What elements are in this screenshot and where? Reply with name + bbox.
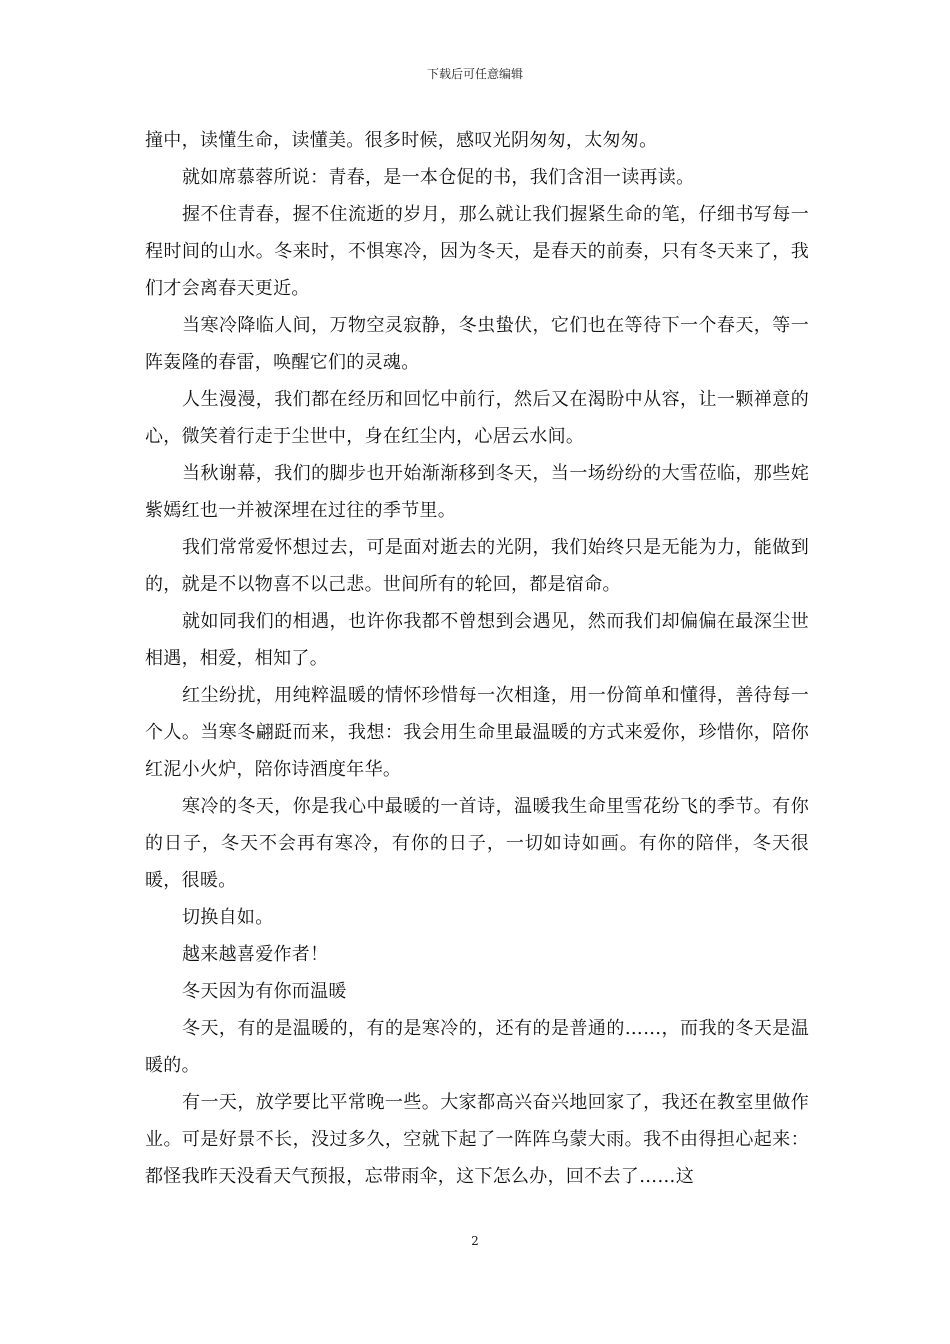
paragraph: 红尘纷扰，用纯粹温暖的情怀珍惜每一次相逢，用一份简单和懂得，善待每一个人。当寒冬翩跹而来，我想：我会用生命里最温暖的方式来爱你，珍惜你，陪你红泥小火炉，陪你诗酒度年华。 [145, 685, 809, 780]
document-body [145, 122, 809, 1195]
paragraph: 当寒冷降临人间，万物空灵寂静，冬虫蛰伏，它们也在等待下一个春天，等一阵轰隆的春雷，唤醒它们的灵魂。 [145, 315, 809, 373]
paragraph: 越来越喜爱作者！ [182, 944, 329, 965]
paragraph: 人生漫漫，我们都在经历和回忆中前行，然后又在渴盼中从容，让一颗禅意的心，微笑着行走于尘世中，身在红尘内，心居云水间。 [145, 389, 809, 447]
paragraph: 就如同我们的相遇，也许你我都不曾想到会遇见，然而我们却偏偏在最深尘世相遇，相爱，相知了。 [145, 611, 809, 669]
paragraph: 有一天，放学要比平常晚一些。大家都高兴奋兴地回家了，我还在教室里做作业。可是好景不长，没过多久，空就下起了一阵阵乌蒙大雨。我不由得担心起来：都怪我昨天没看天气预报，忘带雨伞，这下怎么办，回不去了……这 [145, 1092, 809, 1187]
paragraph: 就如席慕蓉所说：青春，是一本仓促的书，我们含泪一读再读。 [182, 167, 695, 188]
page-header: 下载后可任意编辑 [426, 67, 523, 81]
paragraph: 当秋谢幕，我们的脚步也开始渐渐移到冬天，当一场纷纷的大雪莅临，那些姹紫嫣红也一并被深埋在过往的季节里。 [145, 463, 809, 521]
paragraph: 撞中，读懂生命，读懂美。很多时候，感叹光阴匆匆，太匆匆。 [145, 130, 658, 151]
paragraph: 握不住青春，握不住流逝的岁月，那么就让我们握紧生命的笔，仔细书写每一程时间的山水。冬来时，不惧寒冷，因为冬天，是春天的前奏，只有冬天来了，我们才会离春天更近。 [145, 204, 809, 299]
section-title: 冬天因为有你而温暖 [182, 981, 347, 1002]
paragraph: 寒冷的冬天，你是我心中最暖的一首诗，温暖我生命里雪花纷飞的季节。有你的日子，冬天不会再有寒冷，有你的日子，一切如诗如画。有你的陪伴，冬天很暖，很暖。 [145, 796, 809, 891]
page-number: 2 [471, 1234, 479, 1248]
paragraph: 冬天，有的是温暖的，有的是寒冷的，还有的是普通的……，而我的冬天是温暖的。 [145, 1018, 809, 1076]
paragraph: 切换自如。 [182, 907, 274, 928]
paragraph: 我们常常爱怀想过去，可是面对逝去的光阴，我们始终只是无能为力，能做到的，就是不以物喜不以己悲。世间所有的轮回，都是宿命。 [145, 537, 809, 595]
